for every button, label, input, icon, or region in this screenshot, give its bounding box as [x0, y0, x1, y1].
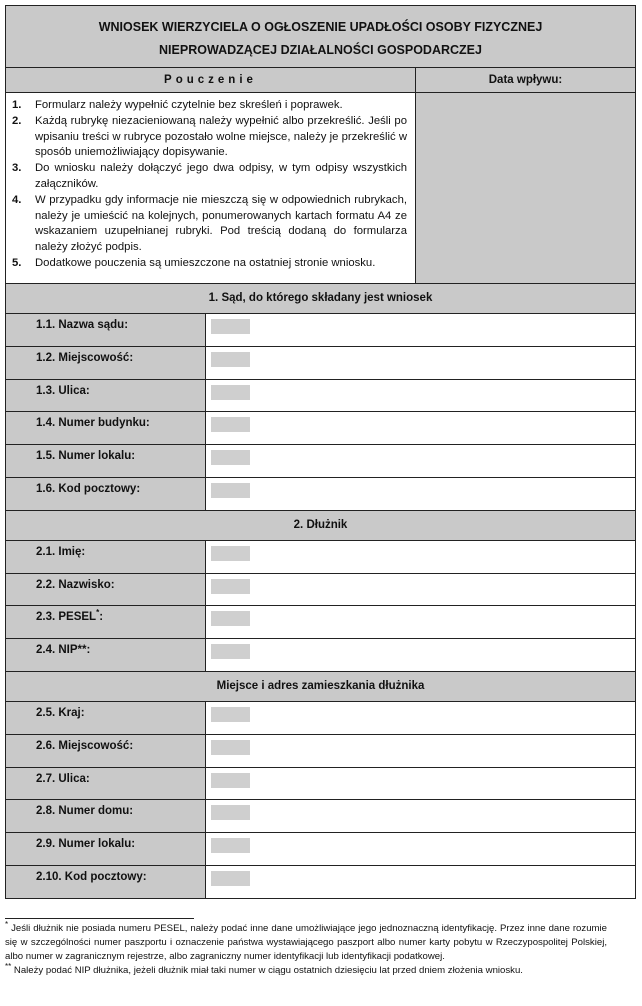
footnote-text: Należy podać NIP dłużnika, jeżeli dłużnik miał taki numer w ciągu ostatnich dziesięciu lat przed dniem złożenia wniosku.	[11, 965, 523, 976]
field-label: 1.1. Nazwa sądu:	[6, 314, 206, 346]
instruction-item	[12, 98, 407, 114]
debtor-last-name-row	[5, 574, 636, 607]
input-marker[interactable]	[211, 805, 250, 820]
input-marker[interactable]	[211, 450, 250, 465]
field-label: 2.8. Numer domu:	[6, 800, 206, 832]
title-line-1: WNIOSEK WIERZYCIELA O OGŁOSZENIE UPADŁOŚCI OSOBY FIZYCZNEJ	[98, 20, 543, 34]
bankruptcy-form	[5, 5, 636, 899]
city-field[interactable]	[206, 735, 635, 767]
court-city-row	[5, 347, 636, 380]
court-street-field[interactable]	[206, 380, 635, 412]
footnote-separator	[5, 918, 194, 919]
input-marker[interactable]	[211, 579, 250, 594]
input-marker[interactable]	[211, 773, 250, 788]
unit-number-field[interactable]	[206, 833, 635, 865]
instruction-text: Każdą rubrykę niezacieniowaną należy wypełnić albo przekreślić. Jeśli po wpisaniu treści w rubryce pozostało wolne miejsce, należy je przekreślić w sposób uniemożliwiający dopisywanie.	[35, 114, 407, 159]
input-marker[interactable]	[211, 838, 250, 853]
field-label: 1.6. Kod pocztowy:	[6, 478, 206, 510]
pesel-label: 2.3. PESEL	[36, 611, 97, 624]
field-label: 1.2. Miejscowość:	[6, 347, 206, 379]
instructions-block	[5, 68, 636, 284]
house-number-row	[5, 800, 636, 833]
field-label: 2.5. Kraj:	[6, 702, 206, 734]
footnote-mark: *	[96, 608, 100, 618]
country-row	[5, 702, 636, 735]
debtor-first-name-field[interactable]	[206, 541, 635, 573]
receipt-date-label: Data wpływu:	[416, 68, 635, 93]
footnote-mark: **	[5, 961, 12, 971]
input-marker[interactable]	[211, 707, 250, 722]
field-label	[6, 606, 206, 638]
court-name-field[interactable]	[206, 314, 635, 346]
section-2-heading: 2. Dłużnik	[5, 511, 636, 541]
field-label: 2.6. Miejscowość:	[6, 735, 206, 767]
instruction-text: W przypadku gdy informacje nie mieszczą się w odpowiednich rubrykach, należy je umieścić na kolejnych, ponumerowanych kartach formatu A4 ze wskazaniem uzupełnianej rubryki. Pod treścią dodaną do formularza należy złożyć podpis.	[35, 193, 407, 254]
title-line-2: NIEPROWADZĄCEJ DZIAŁALNOŚCI GOSPODARCZEJ	[159, 43, 482, 57]
debtor-last-name-field[interactable]	[206, 574, 635, 606]
debtor-nip-field[interactable]	[206, 639, 635, 671]
instruction-number: 3.	[12, 162, 22, 175]
debtor-first-name-row	[5, 541, 636, 574]
form-title	[5, 5, 636, 68]
debtor-pesel-row	[5, 606, 636, 639]
instruction-number: 4.	[12, 193, 22, 206]
input-marker[interactable]	[211, 644, 250, 659]
instruction-item	[12, 114, 407, 161]
footnote-nip	[5, 961, 607, 978]
country-field[interactable]	[206, 702, 635, 734]
instructions-heading: Pouczenie	[6, 68, 415, 93]
input-marker[interactable]	[211, 871, 250, 886]
court-postal-field[interactable]	[206, 478, 635, 510]
postal-code-field[interactable]	[206, 866, 635, 898]
footnote-pesel	[5, 919, 607, 964]
instruction-item	[12, 256, 407, 272]
postal-code-row	[5, 866, 636, 899]
instruction-text: Do wniosku należy dołączyć jego dwa odpisy, w tym odpisy wszystkich załączników.	[35, 162, 407, 190]
court-unit-row	[5, 445, 636, 478]
court-name-row	[5, 314, 636, 347]
input-marker[interactable]	[211, 319, 250, 334]
court-postal-row	[5, 478, 636, 511]
court-building-field[interactable]	[206, 412, 635, 444]
street-row	[5, 768, 636, 801]
field-label: 2.7. Ulica:	[6, 768, 206, 800]
section-1-heading: 1. Sąd, do którego składany jest wniosek	[5, 284, 636, 314]
instruction-text: Formularz należy wypełnić czytelnie bez skreśleń i poprawek.	[35, 99, 343, 111]
field-label: 2.10. Kod pocztowy:	[6, 866, 206, 898]
receipt-date-panel	[416, 68, 635, 283]
address-heading: Miejsce i adres zamieszkania dłużnika	[5, 672, 636, 702]
footnote-text: Jeśli dłużnik nie posiada numeru PESEL, należy podać inne dane umożliwiające jego jednoznaczną identyfikację. Przez inne dane rozumie się w szczególności numer paszportu i oznaczenie państwa wystawiającego paszport albo numer karty pobytu w Rzeczypospolitej Polskiej, albo numer w zagranicznym rejestrze, albo zagraniczny numer identyfikacji lub identyfikacji podatkowej.	[5, 923, 607, 962]
instruction-text: Dodatkowe pouczenia są umieszczone na ostatniej stronie wniosku.	[35, 256, 376, 269]
input-marker[interactable]	[211, 611, 250, 626]
court-city-field[interactable]	[206, 347, 635, 379]
instructions-panel	[6, 68, 416, 283]
input-marker[interactable]	[211, 546, 250, 561]
input-marker[interactable]	[211, 352, 250, 367]
instruction-number: 5.	[12, 256, 22, 269]
court-building-row	[5, 412, 636, 445]
footnotes	[5, 919, 607, 978]
instruction-item	[12, 161, 407, 193]
instruction-number: 1.	[12, 99, 22, 111]
unit-number-row	[5, 833, 636, 866]
field-label: 1.5. Numer lokalu:	[6, 445, 206, 477]
input-marker[interactable]	[211, 385, 250, 400]
input-marker[interactable]	[211, 483, 250, 498]
field-label: 1.3. Ulica:	[6, 380, 206, 412]
debtor-pesel-field[interactable]	[206, 606, 635, 638]
court-unit-field[interactable]	[206, 445, 635, 477]
input-marker[interactable]	[211, 740, 250, 755]
field-label: 2.9. Numer lokalu:	[6, 833, 206, 865]
instructions-list	[6, 93, 415, 272]
house-number-field[interactable]	[206, 800, 635, 832]
field-label: 1.4. Numer budynku:	[6, 412, 206, 444]
instruction-item	[12, 193, 407, 256]
field-label: 2.4. NIP**:	[6, 639, 206, 671]
instruction-number: 2.	[12, 114, 22, 127]
street-field[interactable]	[206, 768, 635, 800]
field-label: 2.2. Nazwisko:	[6, 574, 206, 606]
field-label: 2.1. Imię:	[6, 541, 206, 573]
input-marker[interactable]	[211, 417, 250, 432]
court-street-row	[5, 380, 636, 413]
footnote-mark: *	[5, 919, 9, 929]
debtor-nip-row	[5, 639, 636, 672]
pesel-colon: :	[99, 611, 104, 624]
city-row	[5, 735, 636, 768]
